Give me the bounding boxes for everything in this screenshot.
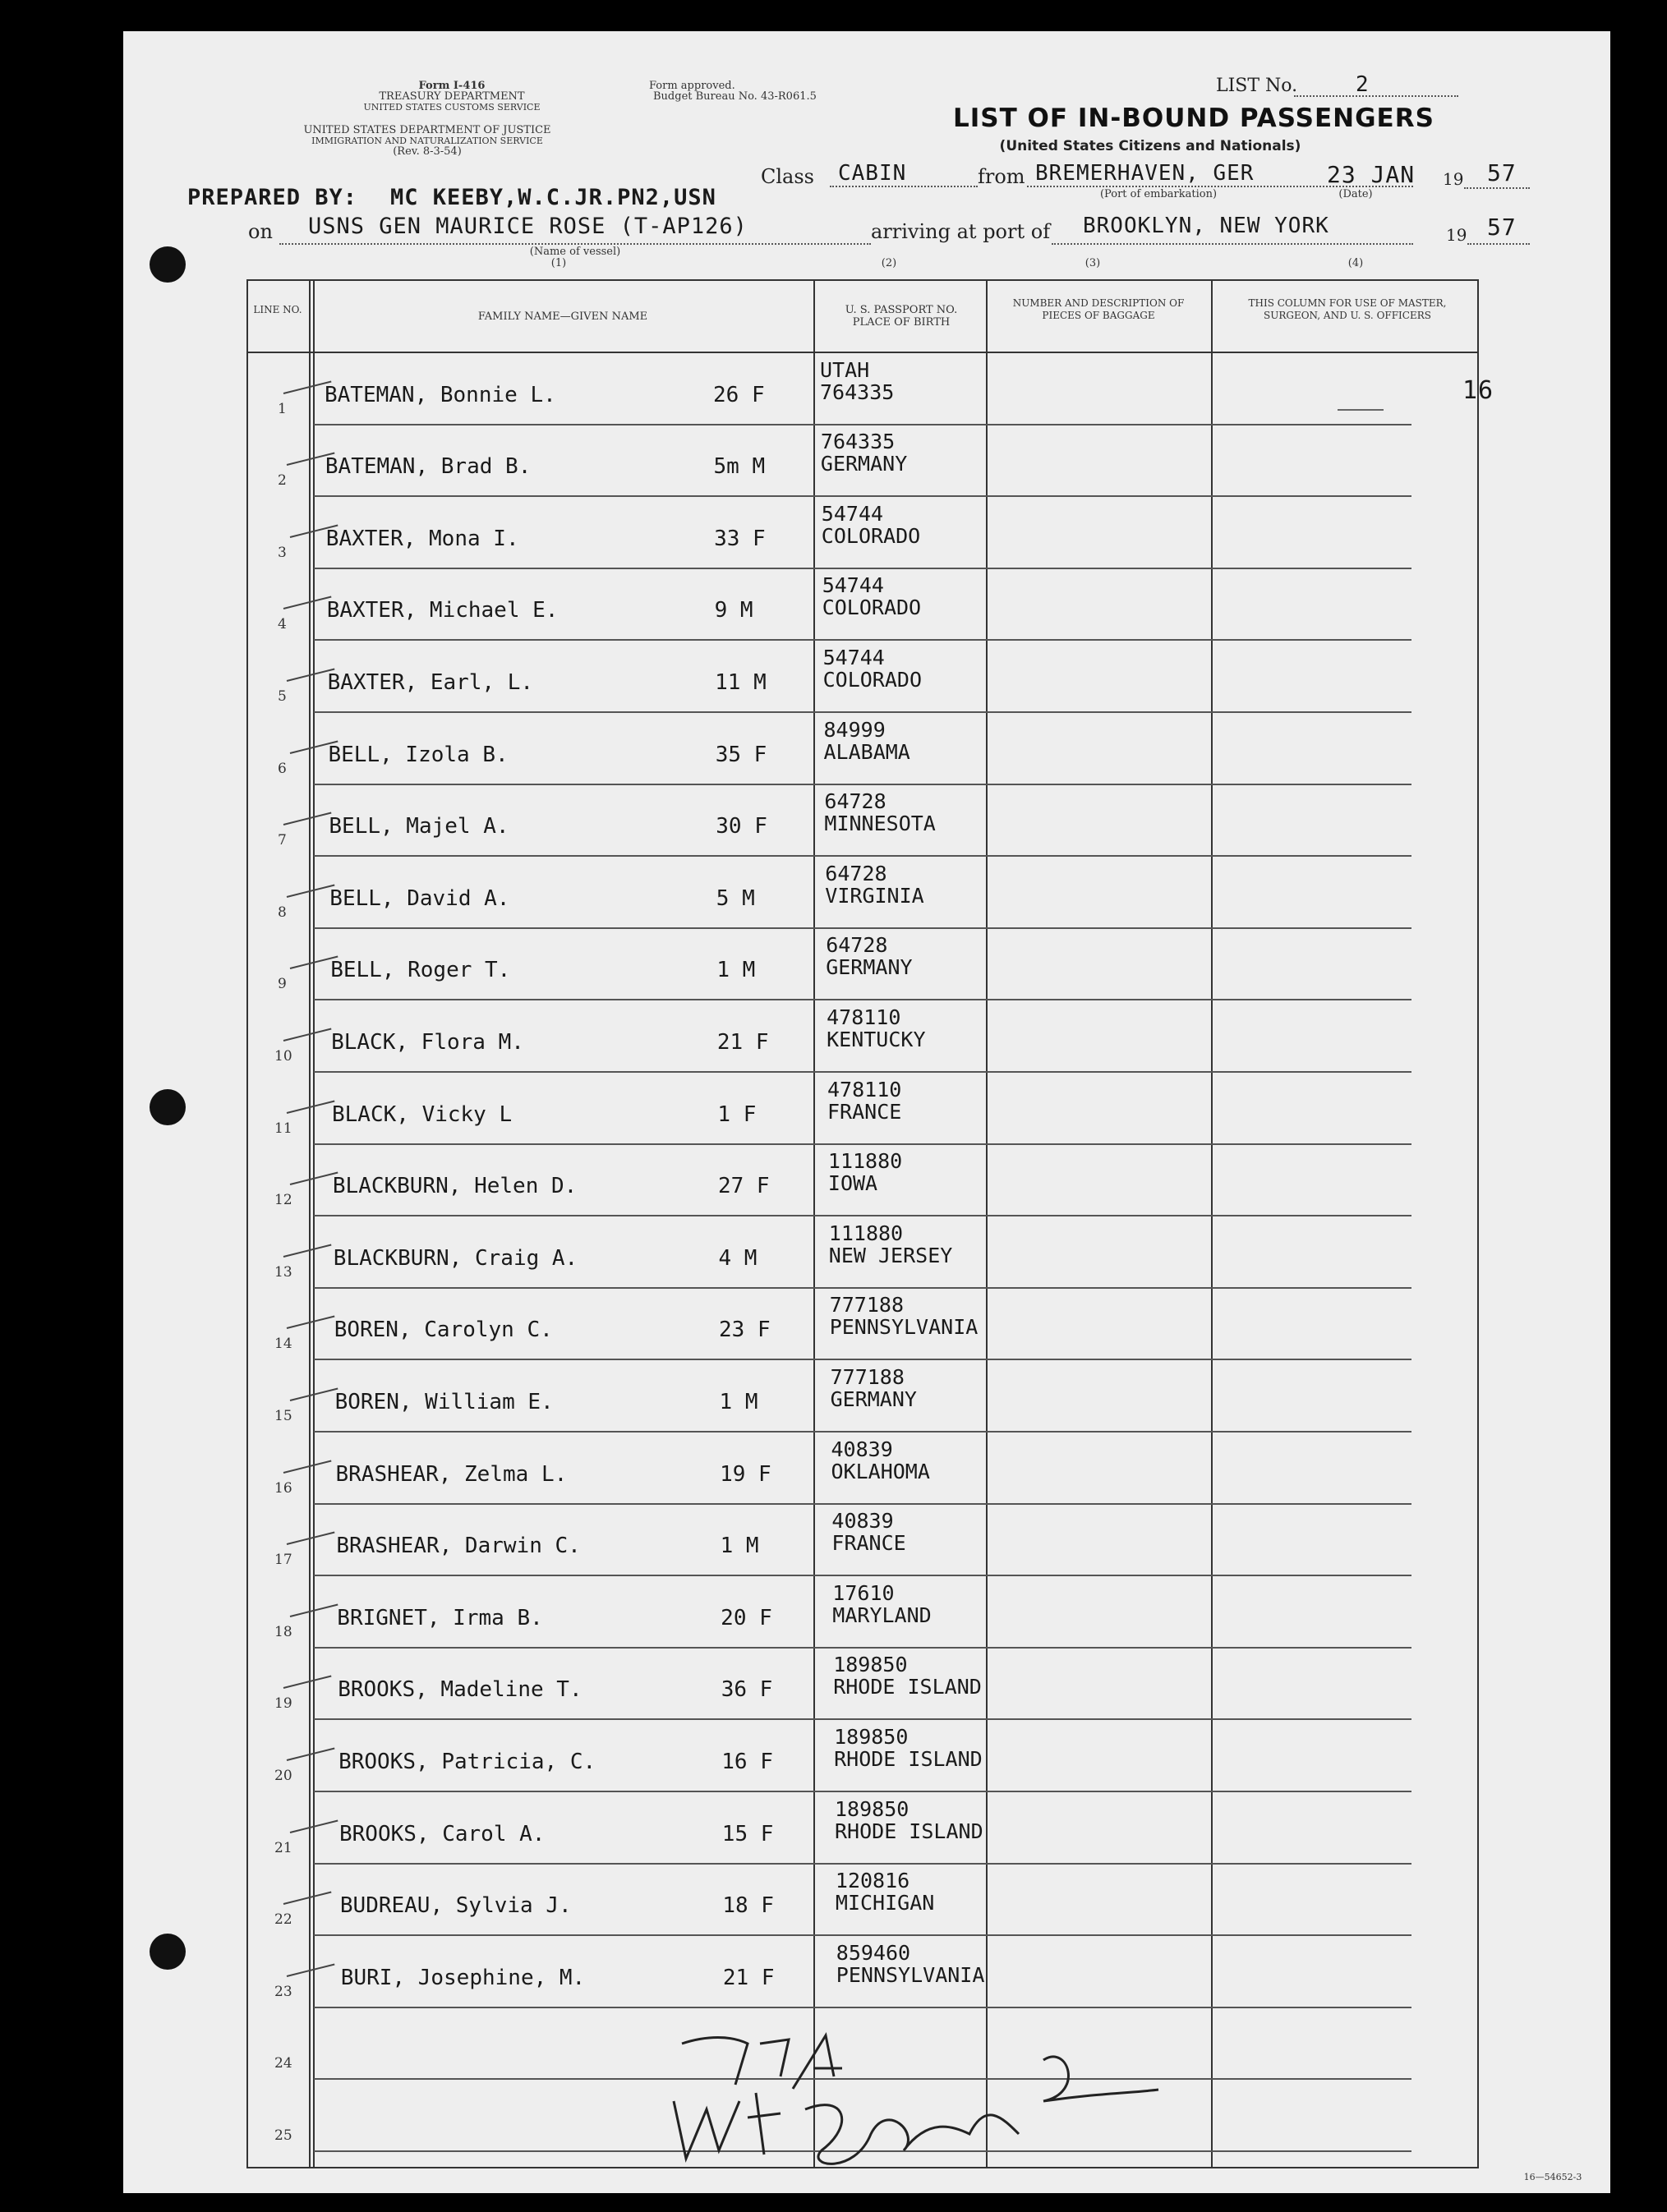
passport-number: 120816 [835,1869,910,1893]
table-row [123,929,1610,1000]
passenger-name: BLACKBURN, Craig A. [333,1245,578,1271]
passenger-name: BRIGNET, Irma B. [337,1605,543,1630]
table-row [123,425,1610,497]
passenger-age-sex: 5 M [716,885,755,911]
place-of-birth: OKLAHOMA [831,1459,930,1483]
table-row [123,1000,1610,1072]
form-revision: (Rev. 8-3-54) [393,145,462,158]
place-of-birth: 764335 [820,379,895,404]
table-row [123,1505,1610,1576]
check-mark [290,1387,338,1400]
place-of-birth: GERMANY [826,955,913,980]
check-mark [287,1963,335,1976]
passenger-name: BLACKBURN, Helen D. [332,1174,578,1199]
line-number: 10 [274,1047,292,1065]
line-number: 25 [274,2127,292,2144]
table-row [123,1865,1610,1936]
dept-justice: UNITED STATES DEPARTMENT OF JUSTICE [303,124,551,136]
place-of-birth: COLORADO [822,667,923,692]
check-mark [283,1892,332,1905]
passenger-name: BELL, Roger T. [330,958,511,983]
passenger-name: BURI, Josephine, M. [340,1965,586,1990]
passenger-age-sex: 9 M [714,598,753,623]
line-number: 21 [274,1839,292,1856]
passenger-age-sex: 35 F [715,742,767,767]
table-row [123,353,1610,425]
table-row [123,713,1610,784]
list-number-label: LIST No. [1216,76,1298,96]
manifest-page [123,31,1610,2193]
line-number: 12 [274,1192,292,1209]
passport-number: 54744 [822,645,885,669]
place-of-birth: RHODE ISLAND [833,1675,982,1699]
passenger-name: BATEMAN, Brad B. [325,454,532,480]
header-line-no: LINE NO. [253,304,302,315]
line-number: 22 [274,1911,292,1929]
place-of-birth: MARYLAND [832,1603,932,1627]
passenger-age-sex: 33 F [714,526,766,551]
check-mark [287,1100,335,1113]
passport-number: 111880 [827,1149,903,1174]
footer-code: 16—54652-3 [1523,2172,1582,2182]
passport-number: 764335 [820,430,896,454]
passport-number: 777188 [829,1293,904,1318]
table-row [123,569,1610,641]
place-of-birth: RHODE ISLAND [835,1819,983,1843]
check-mark [287,1316,335,1329]
passenger-age-sex: 11 M [715,669,767,695]
passenger-age-sex: 20 F [721,1605,772,1630]
check-mark [290,1172,338,1185]
line-number: 20 [274,1767,292,1784]
check-mark [283,1028,332,1041]
col-number-4: (4) [1347,257,1364,269]
passenger-name: BOREN, William E. [334,1389,554,1414]
table-row [123,1936,1610,2007]
passport-number: 859460 [836,1940,911,1965]
passport-number: 17610 [832,1580,895,1605]
arrival-year: 57 [1487,214,1517,241]
dept-treasury: TREASURY DEPARTMENT [379,90,525,103]
header-officers: THIS COLUMN FOR USE OF MASTER, SURGEON, AND U. S. OFFICERS [1248,297,1447,321]
passenger-name: BELL, Izola B. [328,742,509,767]
place-of-birth: PENNSYLVANIA [829,1315,979,1340]
line-number: 19 [274,1695,292,1713]
place-of-birth: GERMANY [820,452,908,476]
line-number: 5 [278,688,287,705]
passport-number: 111880 [828,1221,904,1245]
vessel-name: USNS GEN MAURICE ROSE (T-AP126) [308,214,748,239]
arrival-year-line [1467,243,1530,245]
place-of-birth: KENTUCKY [827,1027,926,1051]
place-of-birth: MINNESOTA [824,812,936,836]
passenger-age-sex: 4 M [718,1245,758,1271]
date-value: 23 JAN [1327,161,1416,188]
check-mark [283,1460,332,1473]
punch-hole [150,246,186,283]
year-prefix: 19 [1443,169,1464,189]
check-mark [287,1532,335,1545]
passport-number: 64728 [826,933,888,958]
header-passport: U. S. PASSPORT NO. PLACE OF BIRTH [845,304,958,329]
line-number: 6 [278,760,287,777]
table-row [123,1289,1610,1360]
passenger-age-sex: 16 F [721,1749,773,1774]
line-number: 8 [278,904,287,921]
col-number-3: (3) [1084,257,1101,269]
line-number: 16 [274,1479,292,1497]
from-label: from [978,165,1025,188]
year-line [1464,187,1530,189]
officer-note: 16 [1462,376,1494,405]
line-number: 14 [274,1336,292,1353]
table-row [123,497,1610,568]
passenger-name: BLACK, Flora M. [331,1029,524,1055]
passport-number: 478110 [827,1077,902,1101]
check-mark [283,1244,332,1257]
check-mark [290,1819,338,1833]
col-number-1: (1) [550,257,567,269]
table-row [123,1576,1610,1648]
passenger-age-sex: 15 F [721,1821,774,1846]
place-of-birth: GERMANY [830,1387,917,1411]
passport-number: 64728 [824,789,886,814]
table-row [123,641,1610,712]
check-mark [287,884,335,897]
place-of-birth: ALABAMA [823,739,910,764]
list-number-value: 2 [1356,72,1370,97]
passport-number: 189850 [835,1796,909,1821]
dept-customs: UNITED STATES CUSTOMS SERVICE [363,102,541,113]
dept-ins: IMMIGRATION AND NATURALIZATION SERVICE [311,136,543,146]
passenger-name: BELL, David A. [329,885,510,911]
passenger-age-sex: 21 F [722,1965,775,1990]
arriving-label: arriving at port of [871,220,1051,243]
page-title: LIST OF IN-BOUND PASSENGERS [953,103,1434,133]
line-number: 3 [278,544,287,561]
table-row [123,1433,1610,1504]
passenger-name: BELL, Majel A. [329,814,509,839]
passenger-name: BAXTER, Earl, L. [327,669,534,695]
page-subtitle: (United States Citizens and Nationals) [999,138,1301,154]
passenger-name: BOREN, Carolyn C. [334,1318,553,1343]
check-mark [287,1747,335,1760]
passenger-name: BRASHEAR, Darwin C. [336,1534,581,1559]
passport-number: 189850 [833,1653,908,1677]
date-caption: (Date) [1338,188,1373,200]
passenger-age-sex: 1 M [716,958,756,983]
line-number: 23 [274,1983,292,2000]
place-of-birth: RHODE ISLAND [834,1746,983,1771]
passenger-age-sex: 27 F [717,1174,770,1199]
passenger-age-sex: 1 F [717,1101,757,1127]
passenger-age-sex: 30 F [716,814,767,839]
line-number: 4 [278,616,287,633]
passport-number: 84999 [823,717,886,742]
passport-number: 40839 [831,1509,894,1534]
passenger-age-sex: 5m M [713,454,766,480]
passport-number: 478110 [827,1005,901,1029]
class-value: CABIN [838,161,907,186]
table-row [123,1145,1610,1216]
place-of-birth: VIRGINIA [825,883,924,908]
passport-number: 54744 [821,501,884,526]
line-number: 15 [274,1407,292,1424]
passenger-name: BROOKS, Carol A. [339,1821,546,1846]
budget-bureau: Budget Bureau No. 43-R061.5 [653,90,817,103]
passenger-name: BROOKS, Madeline T. [338,1677,583,1703]
place-of-birth: COLORADO [822,596,922,620]
table-row [123,785,1610,857]
table-row [123,857,1610,928]
passenger-name: BUDREAU, Sylvia J. [339,1893,572,1919]
passenger-name: BATEMAN, Bonnie L. [325,382,556,407]
line-number: 2 [278,472,287,490]
passenger-age-sex: 1 M [719,1389,758,1414]
place-of-birth: COLORADO [821,523,921,548]
vessel-line [279,243,871,245]
passport-number: 189850 [834,1724,909,1749]
place-of-birth: IOWA [827,1171,878,1196]
arrival-year-prefix: 19 [1446,225,1467,245]
check-mark [283,812,332,825]
line-number: 17 [274,1552,292,1569]
form-number: Form I-416 [418,80,486,92]
passenger-name: BAXTER, Michael E. [326,598,559,623]
col-number-2: (2) [881,257,897,269]
passenger-name: BROOKS, Patricia, C. [338,1749,596,1774]
line-number: 24 [274,2055,292,2072]
passenger-age-sex: 21 F [716,1029,769,1055]
table-row [123,1720,1610,1791]
form-approved: Form approved. [649,80,735,92]
vessel-caption: (Name of vessel) [529,246,621,258]
table-row [123,1360,1610,1432]
arrival-port: BROOKLYN, NEW YORK [1083,214,1329,238]
check-mark [283,596,332,609]
header-baggage: NUMBER AND DESCRIPTION OF PIECES OF BAGGAGE [1012,297,1185,321]
passenger-name: BAXTER, Mona I. [325,526,519,551]
passenger-age-sex: 18 F [722,1893,774,1919]
passport-number: 40839 [831,1437,893,1461]
passenger-age-sex: 1 M [720,1534,759,1559]
check-mark [283,1676,332,1689]
passenger-age-sex: 19 F [720,1461,771,1487]
place-of-birth: FRANCE [827,1099,902,1124]
header-name: FAMILY NAME—GIVEN NAME [477,310,648,323]
on-label: on [248,220,273,243]
passport-number: 777188 [830,1364,905,1389]
passenger-name: BLACK, Vicky L [332,1101,513,1127]
passenger-age-sex: 36 F [721,1677,773,1703]
line-number: 9 [278,976,287,993]
table-row [123,1649,1610,1720]
year-value: 57 [1487,159,1517,186]
passenger-age-sex: 26 F [713,382,765,407]
check-mark [290,1603,338,1616]
line-number: 7 [278,832,287,849]
line-number: 11 [274,1120,292,1137]
passport-number: UTAH [820,357,870,382]
signature-scribble [657,2011,1167,2191]
passenger-age-sex: 23 F [719,1318,771,1343]
prepared-by-value: MC KEEBY,W.C.JR.PN2,USN [390,185,716,210]
place-of-birth: MICHIGAN [835,1891,935,1915]
line-number: 13 [274,1263,292,1281]
passenger-name: BRASHEAR, Zelma L. [335,1461,568,1487]
place-of-birth: NEW JERSEY [828,1243,953,1267]
place-of-birth: FRANCE [831,1531,906,1556]
class-label: Class [761,165,814,188]
table-row [123,1073,1610,1144]
place-of-birth: PENNSYLVANIA [836,1962,985,1987]
arrival-line [1052,243,1413,245]
table-row [123,1792,1610,1864]
line-number: 18 [274,1623,292,1640]
passport-number: 54744 [822,573,884,598]
list-number-line [1294,95,1458,97]
class-line [830,186,978,187]
prepared-by-label: PREPARED BY: [187,185,358,210]
from-value: BREMERHAVEN, GER [1035,161,1255,186]
passport-number: 64728 [825,861,887,885]
line-number: 1 [278,400,287,417]
port-embark-caption: (Port of embarkation) [1099,188,1218,200]
table-row [123,1216,1610,1288]
